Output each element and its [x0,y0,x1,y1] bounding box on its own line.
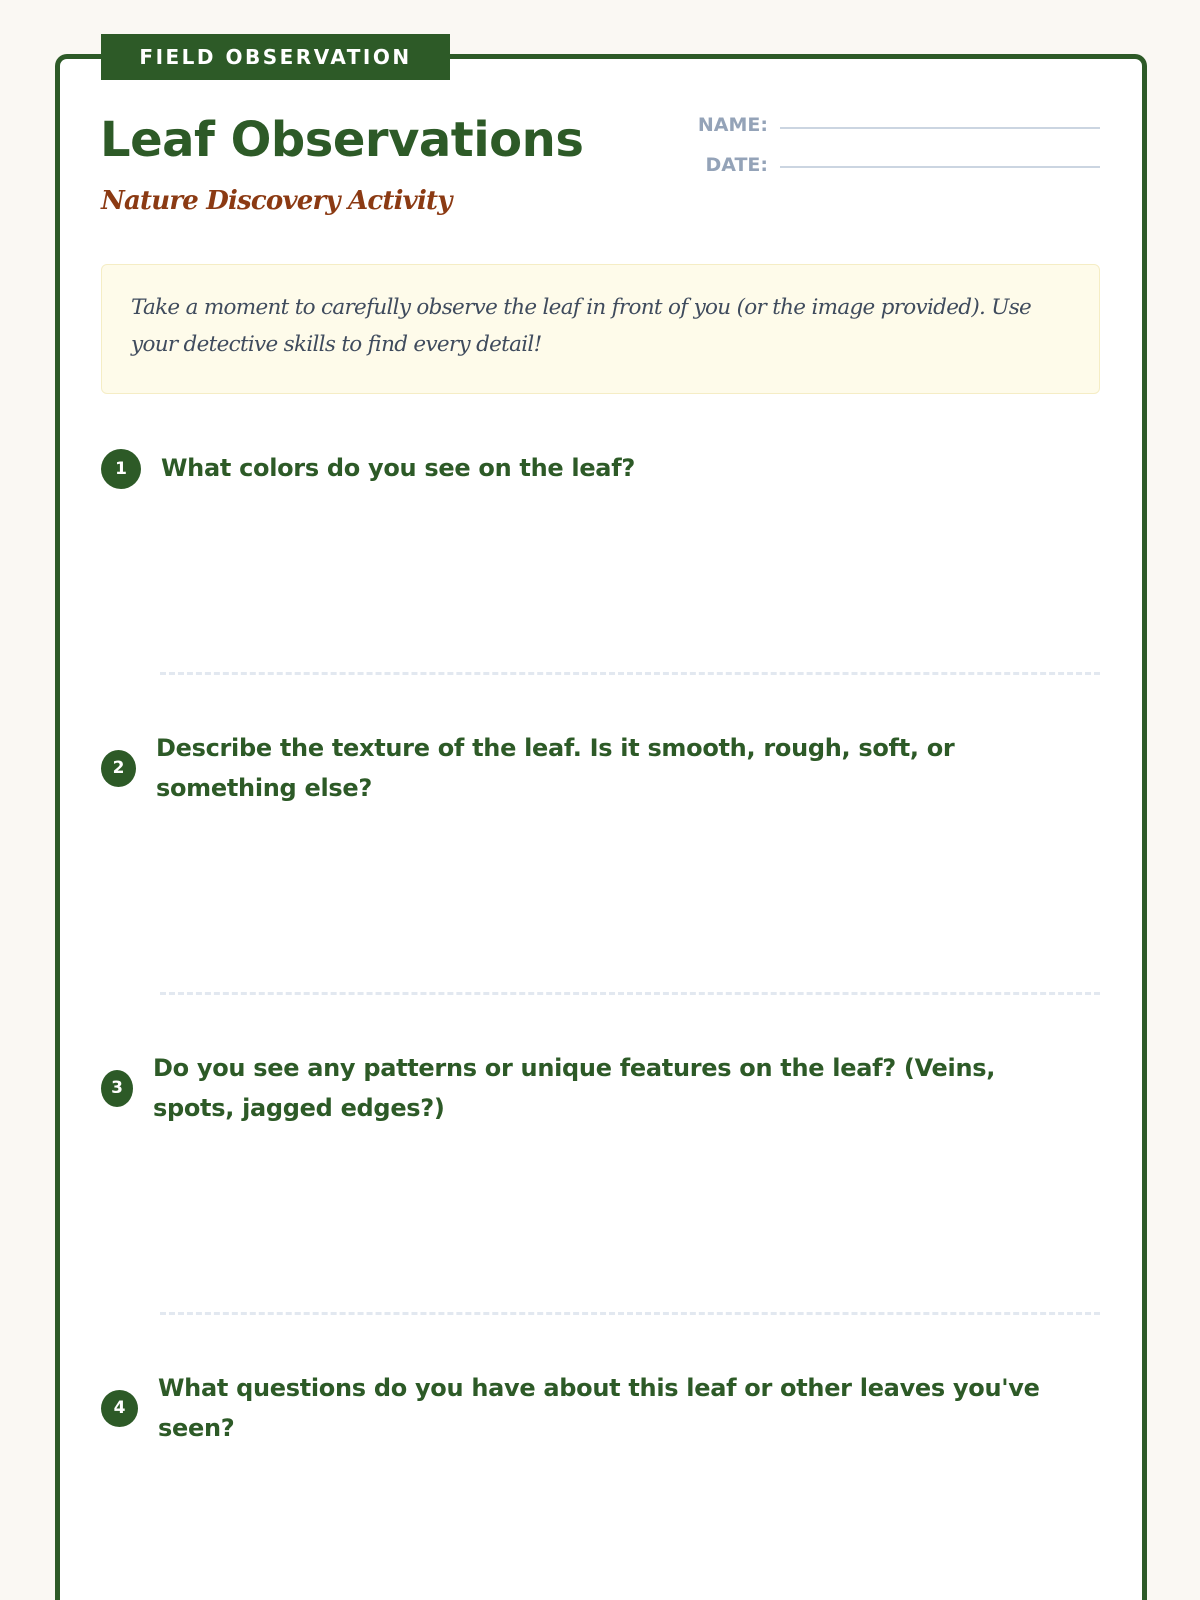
name-label: NAME: [697,114,768,136]
page-title: Leaf Observations [100,112,584,168]
answer-line[interactable] [160,672,1100,675]
question-text: Describe the texture of the leaf. Is it smooth, rough, soft, or something else? [156,734,955,802]
question-text: What colors do you see on the leaf? [161,454,635,482]
answer-line[interactable] [160,992,1100,995]
intro-box [101,264,1100,394]
question-number-badge: 1 [101,449,141,489]
answer-line[interactable] [160,1312,1100,1315]
name-field[interactable] [780,127,1100,129]
intro-text: Take a moment to carefully observe the leaf in front of you (or the image provided). Use your detective skills to find every detail! [131,295,1032,357]
question-number-badge: 3 [101,1070,133,1107]
question-text: What questions do you have about this leaf or other leaves you've seen? [158,1374,1040,1442]
question-number-badge: 4 [101,1390,138,1427]
question-text: Do you see any patterns or unique features on the leaf? (Veins, spots, jagged edges?) [153,1054,996,1122]
question-number-badge: 2 [101,750,136,787]
section-tab: FIELD OBSERVATION [101,34,450,80]
page-subtitle: Nature Discovery Activity [101,186,452,216]
date-label: DATE: [705,154,768,176]
date-field[interactable] [780,166,1100,168]
